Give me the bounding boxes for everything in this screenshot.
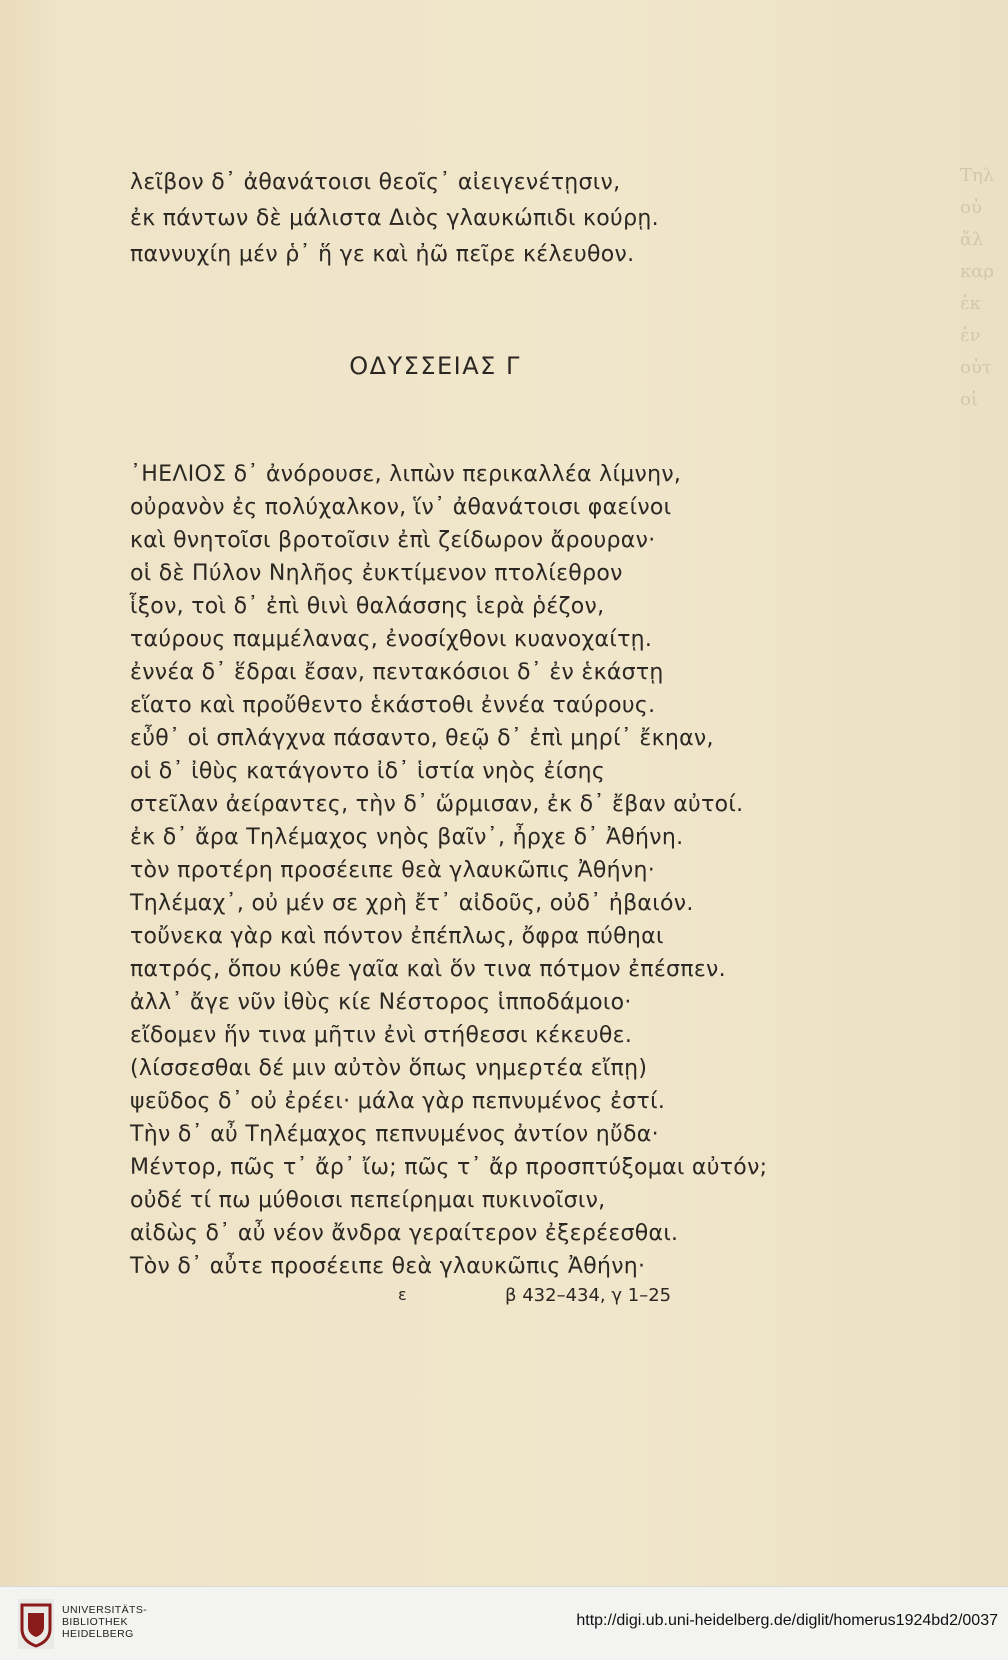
verse-line: οὐρανὸν ἐς πολύχαλκον, ἵν᾿ ἀθανάτοισι φαείνοι bbox=[130, 495, 672, 520]
verse-line: Μέντορ, πῶς τ᾿ ἄρ᾿ ἴω; πῶς τ᾿ ἄρ προσπτύξομαι αὐτόν; bbox=[130, 1155, 768, 1180]
verse-line: οἱ δὲ Πύλον Νηλῆος ἐυκτίμενον πτολίεθρον bbox=[130, 561, 623, 586]
verse-line: Τὸν δ᾿ αὖτε προσέειπε θεὰ γλαυκῶπις Ἀθήνη· bbox=[130, 1254, 646, 1279]
verse-line: εἴδομεν ἥν τινα μῆτιν ἐνὶ στήθεσσι κέκευθε. bbox=[130, 1023, 633, 1048]
institution-line: BIBLIOTHEK bbox=[62, 1616, 128, 1628]
institution-line: HEIDELBERG bbox=[62, 1628, 134, 1640]
verse-line: (λίσσεσθαι δέ μιν αὐτὸν ὅπως νημερτέα εἴπῃ) bbox=[130, 1056, 648, 1081]
institution-name bbox=[62, 1604, 147, 1640]
verse-line: ἐκ πάντων δὲ μάλιστα Διὸς γλαυκώπιδι κούρῃ. bbox=[130, 206, 659, 231]
verse-line: ἐκ δ᾿ ἄρα Τηλέμαχος νηὸς βαῖν᾿, ἦρχε δ᾿ Ἀθήνη. bbox=[130, 825, 684, 850]
verse-line: στεῖλαν ἀείραντες, τὴν δ᾿ ὥρμισαν, ἐκ δ᾿ ἔβαν αὐτοί. bbox=[130, 792, 744, 817]
verse-line: αἰδὼς δ᾿ αὖ νέον ἄνδρα γεραίτερον ἐξερέεσθαι. bbox=[130, 1221, 679, 1246]
verse-line: ᾿ΗΕΛΙΟΣ δ᾿ ἀνόρουσε, λιπὼν περικαλλέα λίμνην, bbox=[130, 462, 682, 487]
verse-line: καὶ θνητοῖσι βροτοῖσιν ἐπὶ ζείδωρον ἄρουραν· bbox=[130, 528, 656, 553]
verse-line: ἀλλ᾿ ἄγε νῦν ἰθὺς κίε Νέστορος ἱπποδάμοιο· bbox=[130, 990, 632, 1015]
verse-line: οἱ δ᾿ ἰθὺς κατάγοντο ἰδ᾿ ἱστία νηὸς ἐίσης bbox=[130, 759, 606, 784]
verse-line: παννυχίη μέν ῥ᾿ ἥ γε καὶ ἠῶ πεῖρε κέλευθον. bbox=[130, 242, 635, 267]
verse-line: ἷξον, τοὶ δ᾿ ἐπὶ θινὶ θαλάσσης ἱερὰ ῥέζον, bbox=[130, 594, 605, 619]
verse-line: εἵατο καὶ προὔθεντο ἑκάστοθι ἐννέα ταύρους. bbox=[130, 693, 656, 718]
signature-mark: ε bbox=[398, 1285, 407, 1304]
verse-line: οὐδέ τί πω μύθοισι πεπείρημαι πυκινοῖσιν, bbox=[130, 1188, 606, 1213]
verse-line: ἐννέα δ᾿ ἕδραι ἔσαν, πεντακόσιοι δ᾿ ἐν ἑκάστῃ bbox=[130, 660, 664, 685]
verse-line: Τὴν δ᾿ αὖ Τηλέμαχος πεπνυμένος ἀντίον ηὔδα· bbox=[130, 1122, 659, 1147]
verse-reference: β 432–434, γ 1–25 bbox=[505, 1285, 672, 1306]
permalink-url[interactable]: http://digi.ub.uni-heidelberg.de/diglit/homerus1924bd2/0037 bbox=[576, 1612, 998, 1629]
verse-line: λεῖβον δ᾿ ἀθανάτοισι θεοῖς᾿ αἰειγενέτῃσιν, bbox=[130, 170, 621, 195]
show-through-text: Τηλ οὐ ἄλ καρ ἐκ ἐν οὐτ οἱ bbox=[960, 165, 995, 410]
university-seal-icon bbox=[18, 1599, 54, 1649]
verse-line: ψεῦδος δ᾿ οὐ ἐρέει· μάλα γὰρ πεπνυμένος ἐστί. bbox=[130, 1089, 666, 1114]
verse-line: εὖθ᾿ οἱ σπλάγχνα πάσαντο, θεῷ δ᾿ ἐπὶ μηρί᾿ ἔκηαν, bbox=[130, 726, 714, 751]
verse-line: τὸν προτέρη προσέειπε θεὰ γλαυκῶπις Ἀθήνη· bbox=[130, 858, 656, 883]
verse-line: πατρός, ὅπου κύθε γαῖα καὶ ὅν τινα πότμον ἐπέσπεν. bbox=[130, 957, 726, 982]
book-heading: ΟΔΥΣΣΕΙΑΣ Γ bbox=[349, 352, 521, 380]
verse-line: Τηλέμαχ᾿, οὐ μέν σε χρὴ ἔτ᾿ αἰδοῦς, οὐδ᾿ ἠβαιόν. bbox=[130, 891, 694, 916]
institution-line: UNIVERSITÄTS- bbox=[62, 1604, 148, 1616]
verse-line: ταύρους παμμέλανας, ἐνοσίχθονι κυανοχαίτῃ. bbox=[130, 627, 653, 652]
verse-line: τοὔνεκα γὰρ καὶ πόντον ἐπέπλως, ὄφρα πύθηαι bbox=[130, 924, 664, 949]
